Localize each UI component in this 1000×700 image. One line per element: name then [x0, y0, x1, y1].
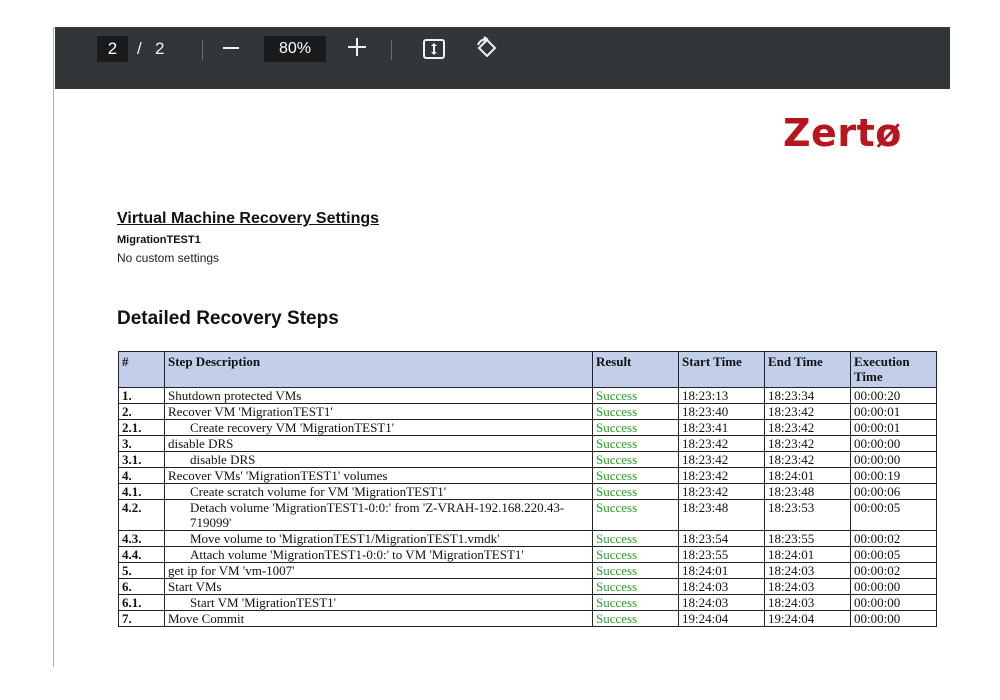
execution-time-cell: 00:00:06	[851, 484, 937, 500]
end-time-cell: 18:24:01	[765, 547, 851, 563]
table-row	[119, 611, 937, 627]
end-time-cell: 18:23:42	[765, 436, 851, 452]
step-result-cell: Success	[593, 468, 679, 484]
step-result-cell: Success	[593, 611, 679, 627]
table-row	[119, 404, 937, 420]
table-row	[119, 500, 937, 531]
execution-time-cell: 00:00:01	[851, 420, 937, 436]
vm-recovery-settings-title: Virtual Machine Recovery Settings	[117, 210, 380, 227]
step-number-cell: 2.	[119, 404, 165, 420]
start-time-cell: 18:23:40	[679, 404, 765, 420]
table-row	[119, 531, 937, 547]
step-description-cell: Create recovery VM 'MigrationTEST1'	[165, 420, 593, 436]
step-number-cell: 4.4.	[119, 547, 165, 563]
step-result-cell: Success	[593, 388, 679, 404]
table-header-row	[119, 352, 937, 388]
fit-page-icon	[421, 36, 447, 62]
pdf-toolbar	[55, 27, 950, 89]
rotate-button[interactable]	[473, 36, 499, 62]
table-body	[119, 388, 937, 627]
pdf-page	[55, 89, 950, 669]
column-header: Result	[593, 352, 679, 388]
step-number-cell: 4.1.	[119, 484, 165, 500]
start-time-cell: 18:23:42	[679, 452, 765, 468]
start-time-cell: 18:23:48	[679, 500, 765, 531]
step-result-cell: Success	[593, 404, 679, 420]
execution-time-cell: 00:00:00	[851, 595, 937, 611]
step-result-cell: Success	[593, 436, 679, 452]
start-time-cell: 18:24:03	[679, 595, 765, 611]
step-number-cell: 3.1.	[119, 452, 165, 468]
rotate-icon	[473, 36, 499, 62]
page-total: 2	[155, 39, 165, 58]
page-separator: /	[137, 39, 142, 58]
step-description-cell: Move volume to 'MigrationTEST1/MigrationTEST1.vmdk'	[165, 531, 593, 547]
step-result-cell: Success	[593, 547, 679, 563]
zoom-level-input[interactable]: 80%	[264, 36, 326, 62]
step-result-cell: Success	[593, 595, 679, 611]
zoom-out-button[interactable]	[222, 34, 240, 67]
step-number-cell: 1.	[119, 388, 165, 404]
step-result-cell: Success	[593, 500, 679, 531]
start-time-cell: 18:23:13	[679, 388, 765, 404]
step-number-cell: 4.2.	[119, 500, 165, 531]
start-time-cell: 18:23:54	[679, 531, 765, 547]
end-time-cell: 18:23:34	[765, 388, 851, 404]
start-time-cell: 18:23:42	[679, 436, 765, 452]
step-result-cell: Success	[593, 531, 679, 547]
start-time-cell: 18:24:03	[679, 579, 765, 595]
start-time-cell: 18:23:41	[679, 420, 765, 436]
end-time-cell: 18:23:42	[765, 452, 851, 468]
column-header: End Time	[765, 352, 851, 388]
column-header: Step Description	[165, 352, 593, 388]
step-description-cell: disable DRS	[165, 436, 593, 452]
execution-time-cell: 00:00:00	[851, 436, 937, 452]
step-description-cell: Recover VM 'MigrationTEST1'	[165, 404, 593, 420]
step-description-cell: Recover VMs' 'MigrationTEST1' volumes	[165, 468, 593, 484]
fit-page-button[interactable]	[421, 36, 447, 62]
step-number-cell: 4.3.	[119, 531, 165, 547]
plus-icon	[347, 33, 367, 61]
step-description-cell: disable DRS	[165, 452, 593, 468]
step-result-cell: Success	[593, 579, 679, 595]
column-header: #	[119, 352, 165, 388]
step-result-cell: Success	[593, 420, 679, 436]
step-description-cell: Detach volume 'MigrationTEST1-0:0:' from 'Z-VRAH-192.168.220.43-719099'	[165, 500, 593, 531]
end-time-cell: 18:23:48	[765, 484, 851, 500]
end-time-cell: 18:23:53	[765, 500, 851, 531]
vm-name: MigrationTEST1	[117, 234, 201, 246]
step-description-cell: Shutdown protected VMs	[165, 388, 593, 404]
step-description-cell: get ip for VM 'vm-1007'	[165, 563, 593, 579]
end-time-cell: 19:24:04	[765, 611, 851, 627]
execution-time-cell: 00:00:05	[851, 547, 937, 563]
start-time-cell: 18:23:42	[679, 468, 765, 484]
start-time-cell: 18:23:55	[679, 547, 765, 563]
table-row	[119, 579, 937, 595]
execution-time-cell: 00:00:00	[851, 579, 937, 595]
zoom-in-button[interactable]	[347, 33, 367, 66]
execution-time-cell: 00:00:01	[851, 404, 937, 420]
viewer-border	[53, 27, 54, 667]
recovery-steps-table	[118, 351, 937, 627]
toolbar-divider	[202, 40, 203, 60]
end-time-cell: 18:24:03	[765, 579, 851, 595]
table-row	[119, 436, 937, 452]
table-row	[119, 420, 937, 436]
step-number-cell: 6.	[119, 579, 165, 595]
start-time-cell: 18:24:01	[679, 563, 765, 579]
toolbar-divider	[391, 40, 392, 60]
table-row	[119, 484, 937, 500]
table-row	[119, 452, 937, 468]
step-description-cell: Start VM 'MigrationTEST1'	[165, 595, 593, 611]
execution-time-cell: 00:00:00	[851, 611, 937, 627]
step-number-cell: 4.	[119, 468, 165, 484]
start-time-cell: 18:23:42	[679, 484, 765, 500]
column-header: Execution Time	[851, 352, 937, 388]
execution-time-cell: 00:00:00	[851, 452, 937, 468]
step-result-cell: Success	[593, 563, 679, 579]
table-row	[119, 547, 937, 563]
minus-icon	[222, 34, 240, 62]
end-time-cell: 18:24:03	[765, 595, 851, 611]
end-time-cell: 18:23:42	[765, 420, 851, 436]
step-description-cell: Create scratch volume for VM 'MigrationTEST1'	[165, 484, 593, 500]
end-time-cell: 18:24:03	[765, 563, 851, 579]
recovery-steps-title: Detailed Recovery Steps	[117, 308, 339, 329]
step-number-cell: 6.1.	[119, 595, 165, 611]
table-row	[119, 388, 937, 404]
table-row	[119, 563, 937, 579]
end-time-cell: 18:24:01	[765, 468, 851, 484]
step-number-cell: 5.	[119, 563, 165, 579]
step-description-cell: Start VMs	[165, 579, 593, 595]
end-time-cell: 18:23:42	[765, 404, 851, 420]
step-result-cell: Success	[593, 452, 679, 468]
start-time-cell: 19:24:04	[679, 611, 765, 627]
execution-time-cell: 00:00:02	[851, 563, 937, 579]
execution-time-cell: 00:00:02	[851, 531, 937, 547]
execution-time-cell: 00:00:05	[851, 500, 937, 531]
step-number-cell: 7.	[119, 611, 165, 627]
page-number-input[interactable]: 2	[97, 36, 128, 62]
step-number-cell: 2.1.	[119, 420, 165, 436]
column-header: Start Time	[679, 352, 765, 388]
table-row	[119, 595, 937, 611]
step-description-cell: Move Commit	[165, 611, 593, 627]
step-description-cell: Attach volume 'MigrationTEST1-0:0:' to VM 'MigrationTEST1'	[165, 547, 593, 563]
table-row	[119, 468, 937, 484]
end-time-cell: 18:23:55	[765, 531, 851, 547]
step-number-cell: 3.	[119, 436, 165, 452]
step-result-cell: Success	[593, 484, 679, 500]
vm-settings-text: No custom settings	[117, 251, 220, 265]
execution-time-cell: 00:00:20	[851, 388, 937, 404]
execution-time-cell: 00:00:19	[851, 468, 937, 484]
zerto-logo: Zertø	[783, 111, 902, 155]
